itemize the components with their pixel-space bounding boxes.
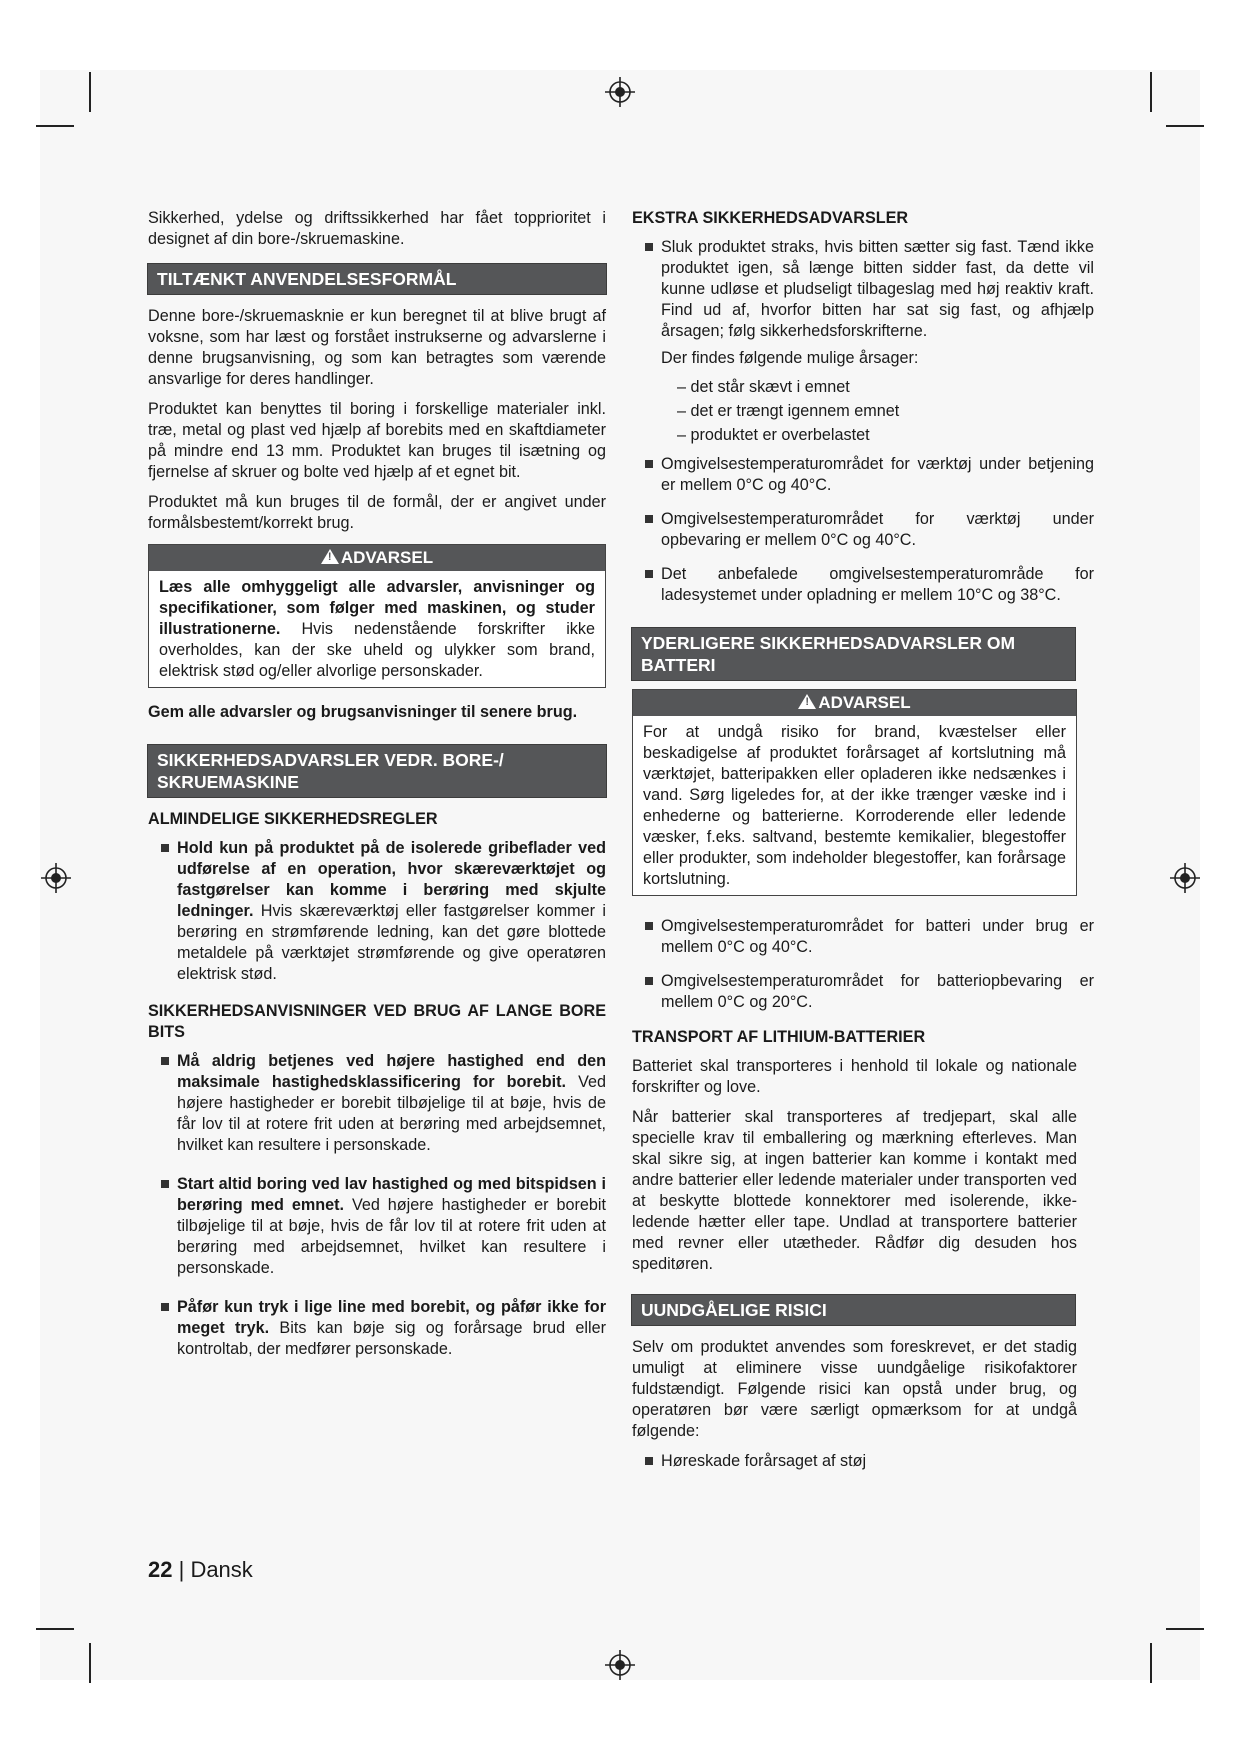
- list-item: [632, 916, 1094, 958]
- risks-list: [632, 1451, 1094, 1472]
- list-item-text: Det anbefalede omgivelsestemperaturområde for ladesystemet under opladning er mellem 10°C og 38°C.: [661, 565, 1094, 604]
- page-number: 22: [148, 1557, 173, 1582]
- list-item: [148, 1297, 606, 1360]
- square-bullet-icon: [645, 922, 653, 930]
- crop-mark-top-right-vertical: [1150, 72, 1152, 112]
- warning-box-body: For at undgå risiko for brand, kvæstelser eller beskadigelse af produktet forårsaget af kortslutning må værktøjet, batteripakken eller opladeren ikke nedsænkes i vand. Sørg ligeledes for, at der ikke trænger væske ind i enhederne og batterierne. Korroderende eller ledende væsker, f.eks. saltvand, bestemte kemikalier, blegestoffer eller produkter, som indeholder blegestoffer, kan forårsage kortslutning.: [643, 723, 1066, 888]
- footer-separator: |: [172, 1557, 191, 1582]
- list-item-text: Høreskade forårsaget af støj: [661, 1452, 867, 1470]
- warning-text: Hvis nedenstående forskrifter ikke overholdes, kan der ske uheld og ulykker som brand, elektrisk stød og/eller alvorlige personskader.: [159, 620, 595, 680]
- footer-language: Dansk: [190, 1557, 253, 1582]
- intended-use-paragraph-2: Produktet kan benyttes til boring i forskellige materialer inkl. træ, metal og plast ved hjælp af borebits med en skaftdiameter på mindre end 13 mm. Produktet kan bruges til isætning og fjernelse af skruer og bolte ved hjælp af et egnet bit.: [148, 400, 606, 481]
- square-bullet-icon: [645, 243, 653, 251]
- crop-mark-top-right-horizontal: [1166, 125, 1204, 127]
- transport-paragraph-1: Batteriet skal transporteres i henhold til lokale og nationale forskrifter og love.: [632, 1057, 1077, 1096]
- section-header-risks: UUNDGÅELIGE RISICI: [632, 1295, 1075, 1325]
- transport-paragraph-2: Når batterier skal transporteres af tredjepart, skal alle specielle krav til emballering og mærkning efterleves. Man skal sikre sig, at ingen batterier kan komme i kontakt med andre batterier eller ledende materialer under transporten ved at beskytte blottede konnektorer med isolerende, ikke-ledende hætter eller tape. Undlad at transportere batterier med revner eller utætheder. Rådfør dig desuden hos speditøren.: [632, 1108, 1077, 1273]
- temperature-list: [632, 454, 1094, 606]
- crop-mark-bottom-left-vertical: [89, 1643, 91, 1683]
- list-item: [632, 454, 1094, 496]
- square-bullet-icon: [645, 515, 653, 523]
- registration-mark-icon: [605, 77, 635, 107]
- list-item-text: Bits kan bøje sig og forårsage brud eller kontroltab, der medfører personskade.: [177, 1319, 607, 1358]
- registration-mark-icon: [41, 863, 71, 893]
- list-item: [632, 971, 1094, 1013]
- list-item: [632, 1451, 1094, 1472]
- crop-mark-bottom-right-vertical: [1150, 1643, 1152, 1683]
- causes-intro: Der findes følgende mulige årsager:: [661, 349, 919, 367]
- right-column: [632, 208, 1094, 1484]
- list-item-bold: Påfør kun tryk i lige line med borebit, og påfør ikke for meget tryk.: [177, 1298, 606, 1337]
- long-bits-list: [148, 1051, 606, 1360]
- square-bullet-icon: [161, 1303, 169, 1311]
- warning-box-title: [149, 545, 605, 571]
- warning-triangle-icon: !: [321, 549, 339, 564]
- left-column: [148, 208, 606, 1372]
- square-bullet-icon: [645, 570, 653, 578]
- crop-mark-bottom-left-horizontal: [36, 1628, 74, 1630]
- cause-item: – produktet er overbelastet: [677, 426, 870, 444]
- crop-mark-bottom-right-horizontal: [1166, 1628, 1204, 1630]
- keep-instructions-text: Gem alle advarsler og brugsanvisninger til senere brug.: [148, 703, 578, 721]
- square-bullet-icon: [161, 844, 169, 852]
- crop-mark-top-left-vertical: [89, 72, 91, 112]
- warning-box: [632, 689, 1077, 896]
- list-item-text: Ved højere hastigheder er borebit tilbøjelige til at bøje, hvis de får lov til at rotere frit uden at berøring med arbejdsemnet, hvilket kan resultere i personskade.: [177, 1073, 607, 1154]
- section-header-drill-safety: SIKKERHEDSADVARSLER VEDR. BORE-/ SKRUEMASKINE: [148, 745, 606, 797]
- list-item-text: Omgivelsestemperaturområdet for værktøj under betjening er mellem 0°C og 40°C.: [661, 455, 1094, 494]
- warning-triangle-icon: !: [798, 694, 816, 709]
- risks-paragraph: Selv om produktet anvendes som foreskrevet, er det stadig umuligt at eliminere visse uundgåelige risikofaktorer fuldstændigt. Følgende risici kan opstå under brug, og operatøren bør være særligt opmærksom for at undgå følgende:: [632, 1338, 1077, 1440]
- registration-mark-icon: [1170, 863, 1200, 893]
- warning-box-title: [633, 690, 1076, 716]
- square-bullet-icon: [645, 460, 653, 468]
- intro-paragraph: Sikkerhed, ydelse og driftssikkerhed har fået topprioritet i designet af din bore-/skruemaskine.: [148, 209, 606, 248]
- square-bullet-icon: [161, 1180, 169, 1188]
- intended-use-paragraph-1: Denne bore-/skruemasknie er kun beregnet til at blive brugt af voksne, som har læst og forstået instrukserne og advarslerne i denne brugsanvisning, og som kan betragtes som værende ansvarlige for deres handlinger.: [148, 307, 606, 388]
- list-item: [148, 1174, 606, 1279]
- list-item-text: Ved højere hastigheder er borebit tilbøjelige til at bøje, hvis de får lov til at rotere frit uden at berøring med arbejdsemnet, hvilket kan resultere i personskade.: [177, 1196, 606, 1277]
- section-header-battery-safety: YDERLIGERE SIKKERHEDSADVARSLER OM BATTERI: [632, 628, 1075, 680]
- square-bullet-icon: [645, 977, 653, 985]
- subheading-general-rules: ALMINDELIGE SIKKERHEDSREGLER: [148, 810, 438, 828]
- battery-temperature-list: [632, 916, 1094, 1013]
- page-footer: [148, 1557, 253, 1583]
- section-header-intended-use: TILTÆNKT ANVENDELSESFORMÅL: [148, 264, 606, 294]
- warning-title-text: ADVARSEL: [340, 548, 434, 567]
- list-item: [632, 237, 1094, 342]
- warning-bold-text: Læs alle omhyggeligt alle advarsler, anvisninger og specifikationer, som følger med maskinen, og studer illustrationerne.: [159, 578, 595, 638]
- registration-mark-icon: [605, 1650, 635, 1680]
- list-item: [148, 838, 606, 985]
- list-item: [632, 564, 1094, 606]
- list-item-bold: Start altid boring ved lav hastighed og med bitspidsen i berøring med emnet.: [177, 1175, 606, 1214]
- square-bullet-icon: [161, 1057, 169, 1065]
- list-item-text: Omgivelsestemperaturområdet for værktøj under opbevaring er mellem 0°C og 40°C.: [661, 510, 1094, 549]
- list-item-text: Sluk produktet straks, hvis bitten sætter sig fast. Tænd ikke produktet igen, så længe bitten sidder fast, da dette vil kunne udløse et pludseligt tilbageslag med høj reaktiv kraft. Find ud af, hvorfor bitten har sat sig fast, og afhjælp årsagen; følg sikkerhedsforskrifterne.: [661, 238, 1094, 340]
- cause-item: – det er trængt igennem emnet: [677, 402, 900, 420]
- square-bullet-icon: [645, 1457, 653, 1465]
- warning-box: [148, 544, 606, 688]
- cause-item: – det står skævt i emnet: [677, 378, 850, 396]
- crop-mark-top-left-horizontal: [36, 125, 74, 127]
- list-item-text: Hvis skæreværktøj eller fastgørelser kommer i berøring en strømførende ledning, kan det gøre blottede metaldele på værktøjet strømførende og give operatøren elektrisk stød.: [177, 902, 606, 983]
- list-item-text: Omgivelsestemperaturområdet for batteriopbevaring er mellem 0°C og 20°C.: [661, 972, 1094, 1011]
- warning-title-text: ADVARSEL: [818, 693, 911, 712]
- warning-box-body: [149, 571, 605, 687]
- list-item-text: Omgivelsestemperaturområdet for batteri under brug er mellem 0°C og 40°C.: [661, 917, 1094, 956]
- subheading-transport: TRANSPORT AF LITHIUM-BATTERIER: [632, 1028, 926, 1046]
- subheading-extra-safety: EKSTRA SIKKERHEDSADVARSLER: [632, 209, 909, 227]
- intended-use-paragraph-3: Produktet må kun bruges til de formål, der er angivet under formålsbestemt/korrekt brug.: [148, 493, 606, 532]
- list-item: [632, 509, 1094, 551]
- list-item-bold: Hold kun på produktet på de isolerede gribeflader ved udførelse af en operation, hvor skæreværktøjet og fastgørelser kan komme i berøring med skjulte ledninger.: [177, 839, 606, 920]
- general-rules-list: [148, 838, 606, 985]
- extra-safety-list: [632, 237, 1094, 342]
- list-item: [148, 1051, 606, 1156]
- list-item-bold: Må aldrig betjenes ved højere hastighed end den maksimale hastighedsklassificering for borebit.: [177, 1052, 606, 1091]
- subheading-long-bits: SIKKERHEDSANVISNINGER VED BRUG AF LANGE BORE BITS: [148, 1002, 606, 1041]
